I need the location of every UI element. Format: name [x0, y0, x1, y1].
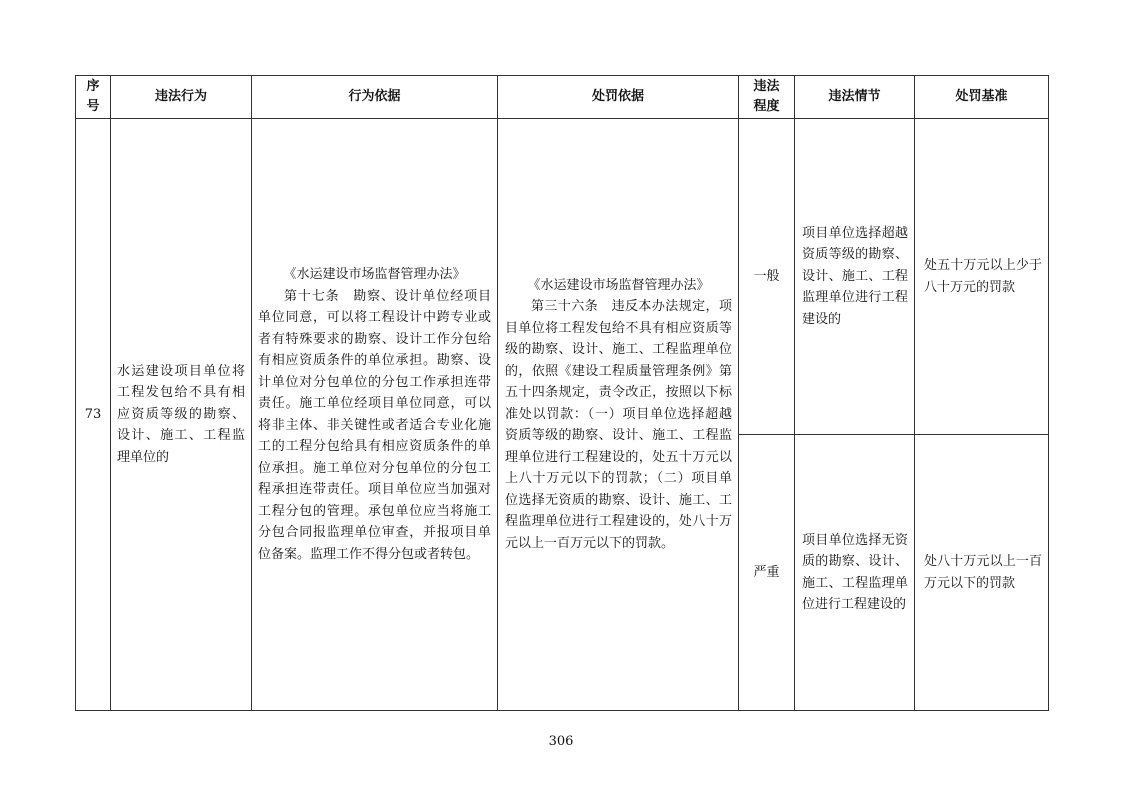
header-act-basis: 行为依据 — [252, 76, 498, 119]
standard-general: 处五十万元以上少于八十万元的罚款 — [915, 119, 1049, 435]
penalty-basis-cell — [498, 119, 739, 711]
header-violation-degree: 违法程度 — [739, 76, 795, 119]
act-basis-text: 第十七条 勘察、设计单位经项目单位同意，可以将工程设计中跨专业或者有特殊要求的勘察、设计工作分包给有相应资质条件的单位承担。勘察、设计单位对分包单位的分包工作承担连带责任。施工单位经项目单位同意，可以将非主体、非关键性或者适合专业化施工的工程分包给具有相应资质条件的单位承担。施工单位对分包单位的分包工程承担连带责任。项目单位应当加强对工程分包的管理。承包单位应当将施工分包合同报监理单位审查，并报项目单位备案。监理工作不得分包或者转包。 — [258, 288, 491, 562]
penalty-basis-text: 第三十六条 违反本办法规定，项目单位将工程发包给不具有相应资质等级的勘察、设计、施工、工程监理单位的，依照《建设工程质量管理条例》第五十四条规定，责令改正，按照以下标准处以罚款：（一）项目单位选择超越资质等级的勘察、设计、施工、工程监理单位进行工程建设的，处五十万元以上八十万元以下的罚款；（二）项目单位选择无资质的勘察、设计、施工、工程监理单位进行工程建设的，处八十万元以上一百万元以下的罚款。 — [505, 299, 732, 551]
table-row — [76, 119, 1049, 435]
page-number: 306 — [548, 734, 574, 749]
header-penalty-standard: 处罚基准 — [915, 76, 1049, 119]
violation-act-cell: 水运建设项目单位将工程发包给不具有相应资质等级的勘察、设计、施工、工程监理单位的 — [111, 119, 252, 711]
standard-serious: 处八十万元以上一百万元以下的罚款 — [915, 435, 1049, 711]
degree-serious: 严重 — [739, 435, 795, 711]
header-penalty-basis: 处罚依据 — [498, 76, 739, 119]
penalty-standard-table — [75, 75, 1049, 711]
act-basis-cell — [252, 119, 498, 711]
header-circumstance: 违法情节 — [795, 76, 915, 119]
circumstance-general: 项目单位选择超越资质等级的勘察、设计、施工、工程监理单位进行工程建设的 — [795, 119, 915, 435]
penalty-basis-title: 《水运建设市场监督管理办法》 — [527, 277, 710, 293]
header-violation-act: 违法行为 — [111, 76, 252, 119]
circumstance-serious: 项目单位选择无资质的勘察、设计、施工、工程监理单位进行工程建设的 — [795, 435, 915, 711]
table-header-row — [76, 76, 1049, 119]
header-no: 序号 — [76, 76, 111, 119]
degree-general: 一般 — [739, 119, 795, 435]
row-number: 73 — [76, 119, 111, 711]
act-basis-title: 《水运建设市场监督管理办法》 — [283, 267, 466, 282]
